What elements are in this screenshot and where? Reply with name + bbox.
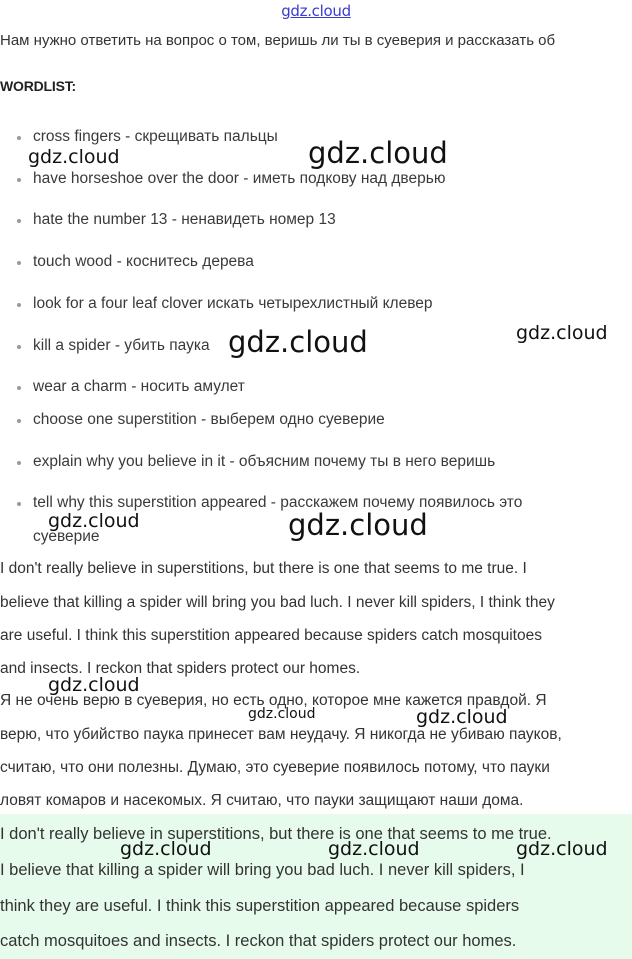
bullet-icon [17, 419, 21, 423]
text-line: ловят комаров и насекомых. Я считаю, что пауки защищают наши дома. [0, 792, 524, 809]
watermark: gdz.cloud [328, 838, 420, 860]
watermark: gdz.cloud [28, 146, 120, 168]
bullet-icon [17, 461, 21, 465]
watermark: gdz.cloud [120, 838, 212, 860]
watermark: gdz.cloud [416, 706, 508, 728]
wordlist-heading: WORDLIST: [0, 78, 76, 94]
bullet-icon [17, 345, 21, 349]
watermark: gdz.cloud [248, 706, 316, 722]
watermark: gdz.cloud [516, 838, 608, 860]
text-line: think they are useful. I think this superstition appeared because spiders [0, 897, 520, 915]
text-line: catch mosquitoes and insects. I reckon that spiders protect our homes. [0, 932, 517, 950]
text-line: I don't really believe in superstitions, but there is one that seems to me true. I [0, 560, 527, 577]
text-line: верю, что убийство паука принесет вам неудачу. Я никогда не убиваю пауков, [0, 726, 562, 743]
text-line: считаю, что они полезны. Думаю, это суеверие появилось потому, что пауки [0, 759, 550, 776]
watermark: gdz.cloud [516, 322, 608, 344]
text-line: Я не очень верю в суеверия, но есть одно, которое мне кажется правдой. Я [0, 692, 547, 709]
bullet-icon [17, 178, 21, 182]
text-line: believe that killing a spider will bring you bad luch. I never kill spiders, I think they [0, 594, 555, 611]
bullet-icon [17, 261, 21, 265]
watermark: gdz.cloud [308, 136, 448, 170]
watermark: gdz.cloud [48, 674, 140, 696]
text-line: I believe that killing a spider will bring you bad luch. I never kill spiders, I [0, 861, 525, 879]
highlighted-answer [0, 814, 632, 959]
bullet-icon [17, 303, 21, 307]
top-watermark-link[interactable]: gdz.cloud [281, 2, 351, 20]
text-line: I don't really believe in superstitions, but there is one that seems to me true. [0, 825, 552, 843]
text-line: are useful. I think this superstition appeared because spiders catch mosquitoes [0, 627, 542, 644]
intro-text: Нам нужно ответить на вопрос о том, веришь ли ты в суеверия и рассказать об [0, 32, 556, 49]
bullet-icon [17, 386, 21, 390]
bullet-icon [17, 219, 21, 223]
text-line: and insects. I reckon that spiders protect our homes. [0, 660, 361, 677]
bullet-icon [17, 136, 21, 140]
watermark: gdz.cloud [228, 325, 368, 359]
watermark: gdz.cloud [48, 510, 140, 532]
watermark: gdz.cloud [288, 508, 428, 542]
bullet-icon [17, 502, 21, 506]
